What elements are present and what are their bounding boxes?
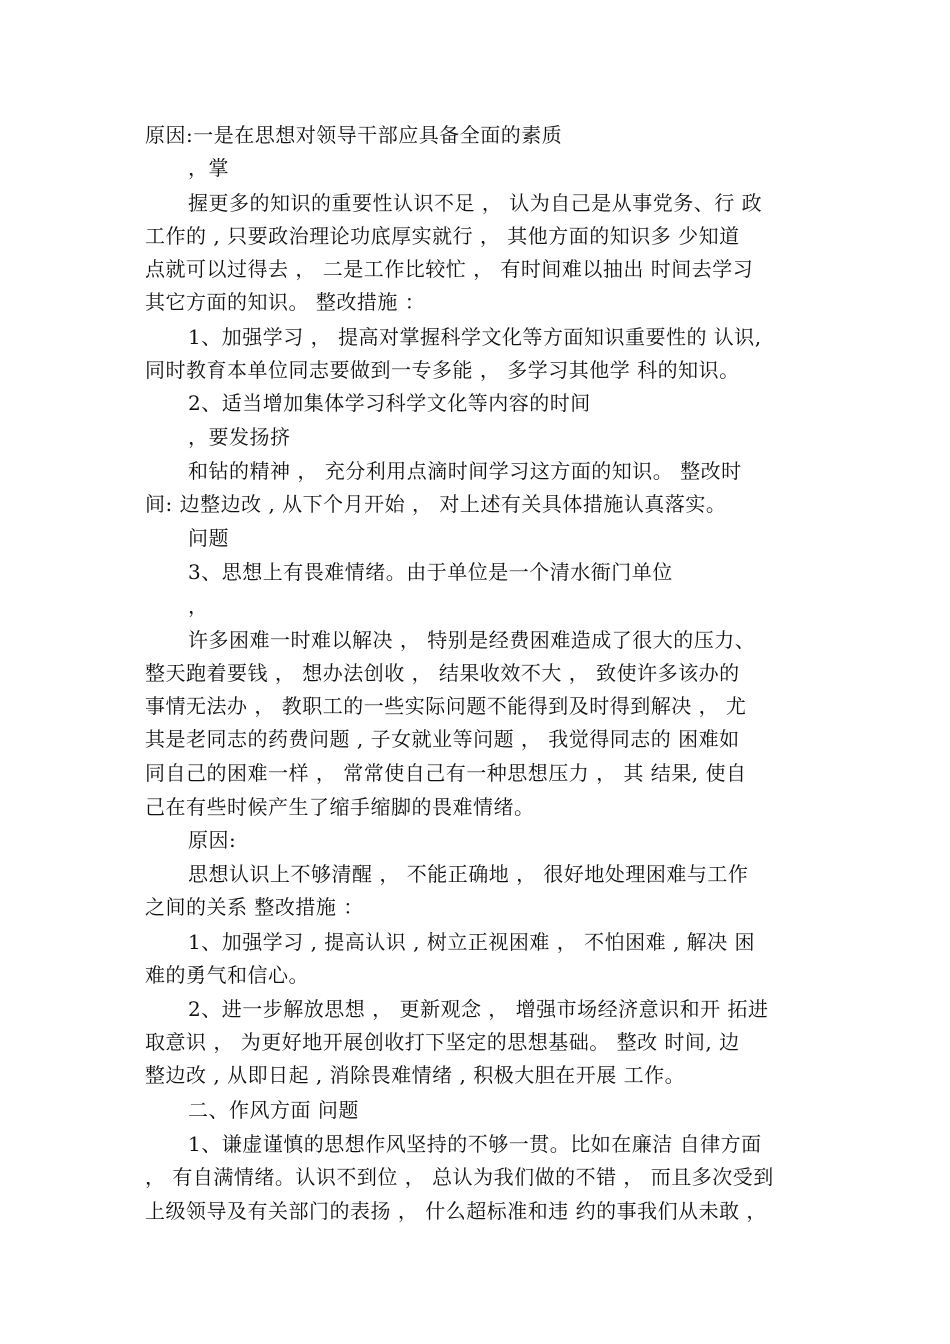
text-line: 3、思想上有畏难情绪。由于单位是一个清水衙门单位 bbox=[188, 560, 673, 584]
text-line: 难的勇气和信心。 bbox=[145, 963, 309, 987]
text-line: 思想认识上不够清醒 ， 不能正确地 ， 很好地处理困难与工作 bbox=[188, 862, 749, 886]
text-line: 之间的关系 整改措施 ： bbox=[145, 895, 364, 919]
text-line: 工作的 , 只要政治理论功底厚实就行 ， 其他方面的知识多 少知道 bbox=[145, 224, 740, 248]
text-line: 间: 边整边改 , 从下个月开始 ， 对上述有关具体措施认真落实。 bbox=[145, 492, 727, 516]
text-line: 握更多的知识的重要性认识不足 ， 认为自己是从事党务、行 政 bbox=[188, 191, 763, 215]
text-line: 1、加强学习 ， 提高对掌握科学文化等方面知识重要性的 认识, bbox=[188, 325, 762, 349]
text-line: 事情无法办 ， 教职工的一些实际问题不能得到及时得到解决 ， 尤 bbox=[145, 694, 747, 718]
text-line: 其是老同志的药费问题 , 子女就业等问题 ， 我觉得同志的 困难如 bbox=[145, 727, 740, 751]
text-line: 问题 bbox=[188, 526, 229, 550]
text-line: 己在有些时候产生了缩手缩脚的畏难情绪。 bbox=[145, 795, 535, 819]
text-line: 2、适当增加集体学习科学文化等内容的时间 bbox=[188, 391, 591, 415]
text-line: 原因: bbox=[188, 828, 237, 852]
text-line: 其它方面的知识。 整改措施 ： bbox=[145, 290, 426, 314]
text-line: 点就可以过得去 ， 二是工作比较忙 ， 有时间难以抽出 时间去学习 bbox=[145, 257, 754, 281]
text-line: ，要发扬挤 bbox=[188, 425, 291, 449]
text-line: ，掌 bbox=[188, 156, 229, 180]
text-line: 1、加强学习 , 提高认识 , 树立正视困难 ， 不怕困难 , 解决 困 bbox=[188, 930, 756, 954]
text-line: ， bbox=[188, 594, 209, 618]
text-line: 和钻的精神 ， 充分利用点滴时间学习这方面的知识。 整改时 bbox=[188, 459, 742, 483]
text-line: 整天跑着要钱 ， 想办法创收 ， 结果收效不大 ， 致使许多该办的 bbox=[145, 661, 740, 685]
text-line: 1、谦虚谨慎的思想作风坚持的不够一贯。比如在廉洁 自律方面 bbox=[188, 1132, 762, 1156]
text-line: 许多困难一时难以解决 ， 特别是经费困难造成了很大的压力、 bbox=[188, 628, 756, 652]
text-line: 上级领导及有关部门的表扬 ， 什么超标准和违 约的事我们从未敢 ， bbox=[145, 1199, 767, 1223]
text-line: ， 有自满情绪。认识不到位 ， 总认为我们做的不错 ， 而且多次受到 bbox=[145, 1165, 774, 1189]
text-line: 2、进一步解放思想 ， 更新观念 ， 增强市场经济意识和开 拓进 bbox=[188, 997, 769, 1021]
text-line: 整边改 , 从即日起 , 消除畏难情绪 , 积极大胆在开展 工作。 bbox=[145, 1063, 686, 1087]
text-line: 原因:一是在思想对领导干部应具备全面的素质 bbox=[145, 123, 563, 147]
text-line: 同时教育本单位同志要做到一专多能 ， 多学习其他学 科的知识。 bbox=[145, 358, 740, 382]
text-line: 取意识 ， 为更好地开展创收打下坚定的思想基础。 整改 时间, 边 bbox=[145, 1030, 740, 1054]
text-line: 二、作风方面 问题 bbox=[188, 1098, 359, 1122]
text-line: 同自己的困难一样 ， 常常使自己有一种思想压力 ， 其 结果, 使自 bbox=[145, 761, 747, 785]
